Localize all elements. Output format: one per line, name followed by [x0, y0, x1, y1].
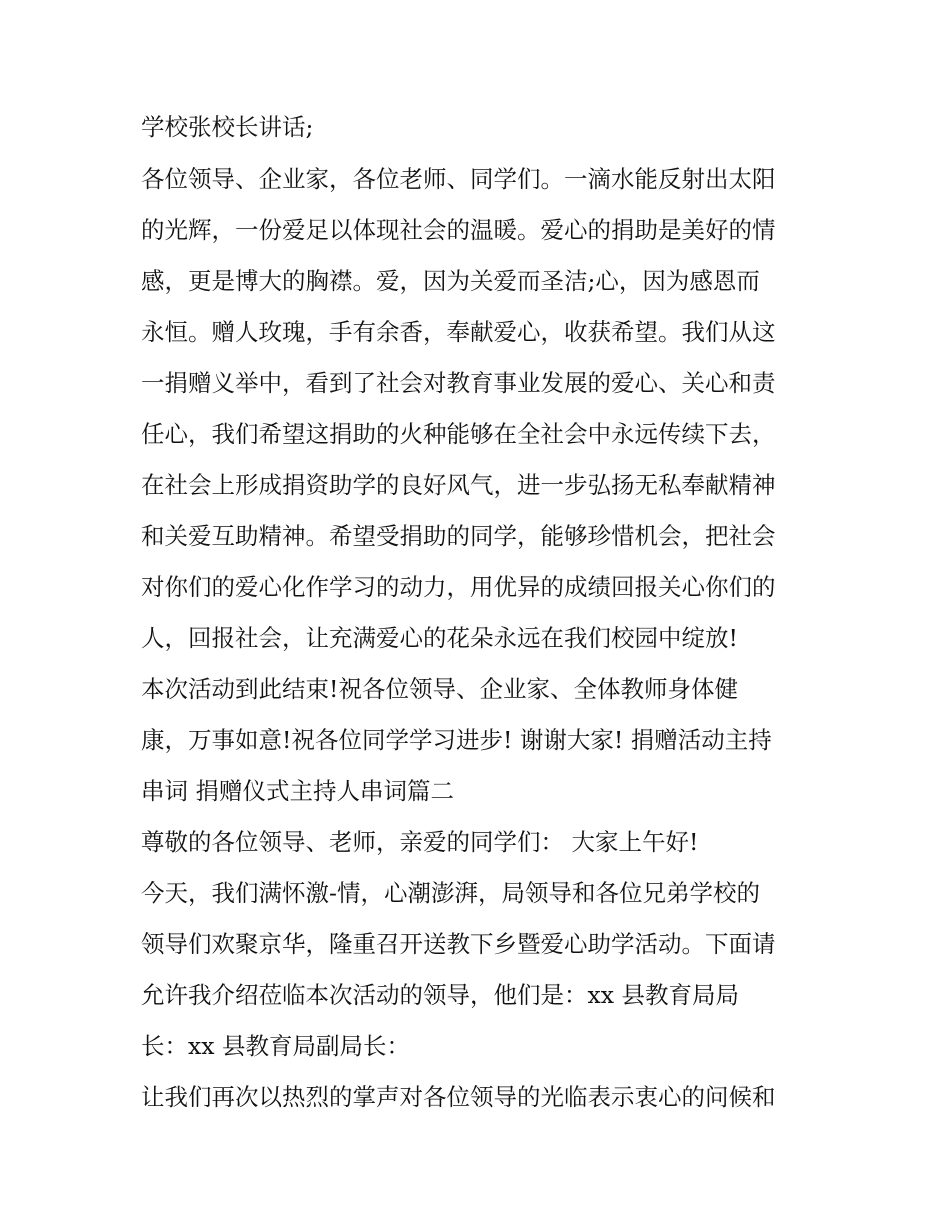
text-line: 一捐赠义举中，看到了社会对教育事业发展的爱心、关心和责	[141, 369, 776, 397]
text-line: 学校张校长讲话;	[141, 113, 314, 141]
text-line: 今天，我们满怀激-情，心潮澎湃，局领导和各位兄弟学校的	[141, 879, 760, 907]
text-line: 各位领导、企业家，各位老师、同学们。一滴水能反射出太阳	[141, 165, 776, 193]
text-line: 让我们再次以热烈的掌声对各位领导的光临表示衷心的问候和	[141, 1083, 776, 1111]
text-line: 任心，我们希望这捐助的火种能够在全社会中永远传续下去，	[141, 420, 776, 448]
text-line: 串词 捐赠仪式主持人串词篇二	[141, 777, 454, 805]
text-line: 对你们的爱心化作学习的动力，用优异的成绩回报关心你们的	[141, 573, 776, 601]
text-line: 人，回报社会，让充满爱心的花朵永远在我们校园中绽放!	[141, 624, 738, 652]
text-line: 本次活动到此结束!祝各位领导、企业家、全体教师身体健	[141, 675, 738, 703]
text-line: 的光辉，一份爱足以体现社会的温暖。爱心的捐助是美好的情	[141, 216, 776, 244]
text-line: 领导们欢聚京华，隆重召开送教下乡暨爱心助学活动。下面请	[141, 930, 776, 958]
text-line: 在社会上形成捐资助学的良好风气，进一步弘扬无私奉献精神	[141, 471, 776, 499]
text-line: 和关爱互助精神。希望受捐助的同学，能够珍惜机会，把社会	[141, 522, 776, 550]
text-line: 尊敬的各位领导、老师，亲爱的同学们： 大家上午好!	[141, 828, 699, 856]
text-line: 允许我介绍莅临本次活动的领导，他们是：xx 县教育局局	[141, 981, 739, 1009]
text-line: 康，万事如意!祝各位同学学习进步! 谢谢大家! 捐赠活动主持	[141, 726, 772, 754]
text-line: 长：xx 县教育局副局长：	[141, 1032, 410, 1060]
text-line: 感，更是博大的胸襟。爱，因为关爱而圣洁;心，因为感恩而	[141, 267, 760, 295]
text-line: 永恒。赠人玫瑰，手有余香，奉献爱心，收获希望。我们从这	[141, 318, 776, 346]
